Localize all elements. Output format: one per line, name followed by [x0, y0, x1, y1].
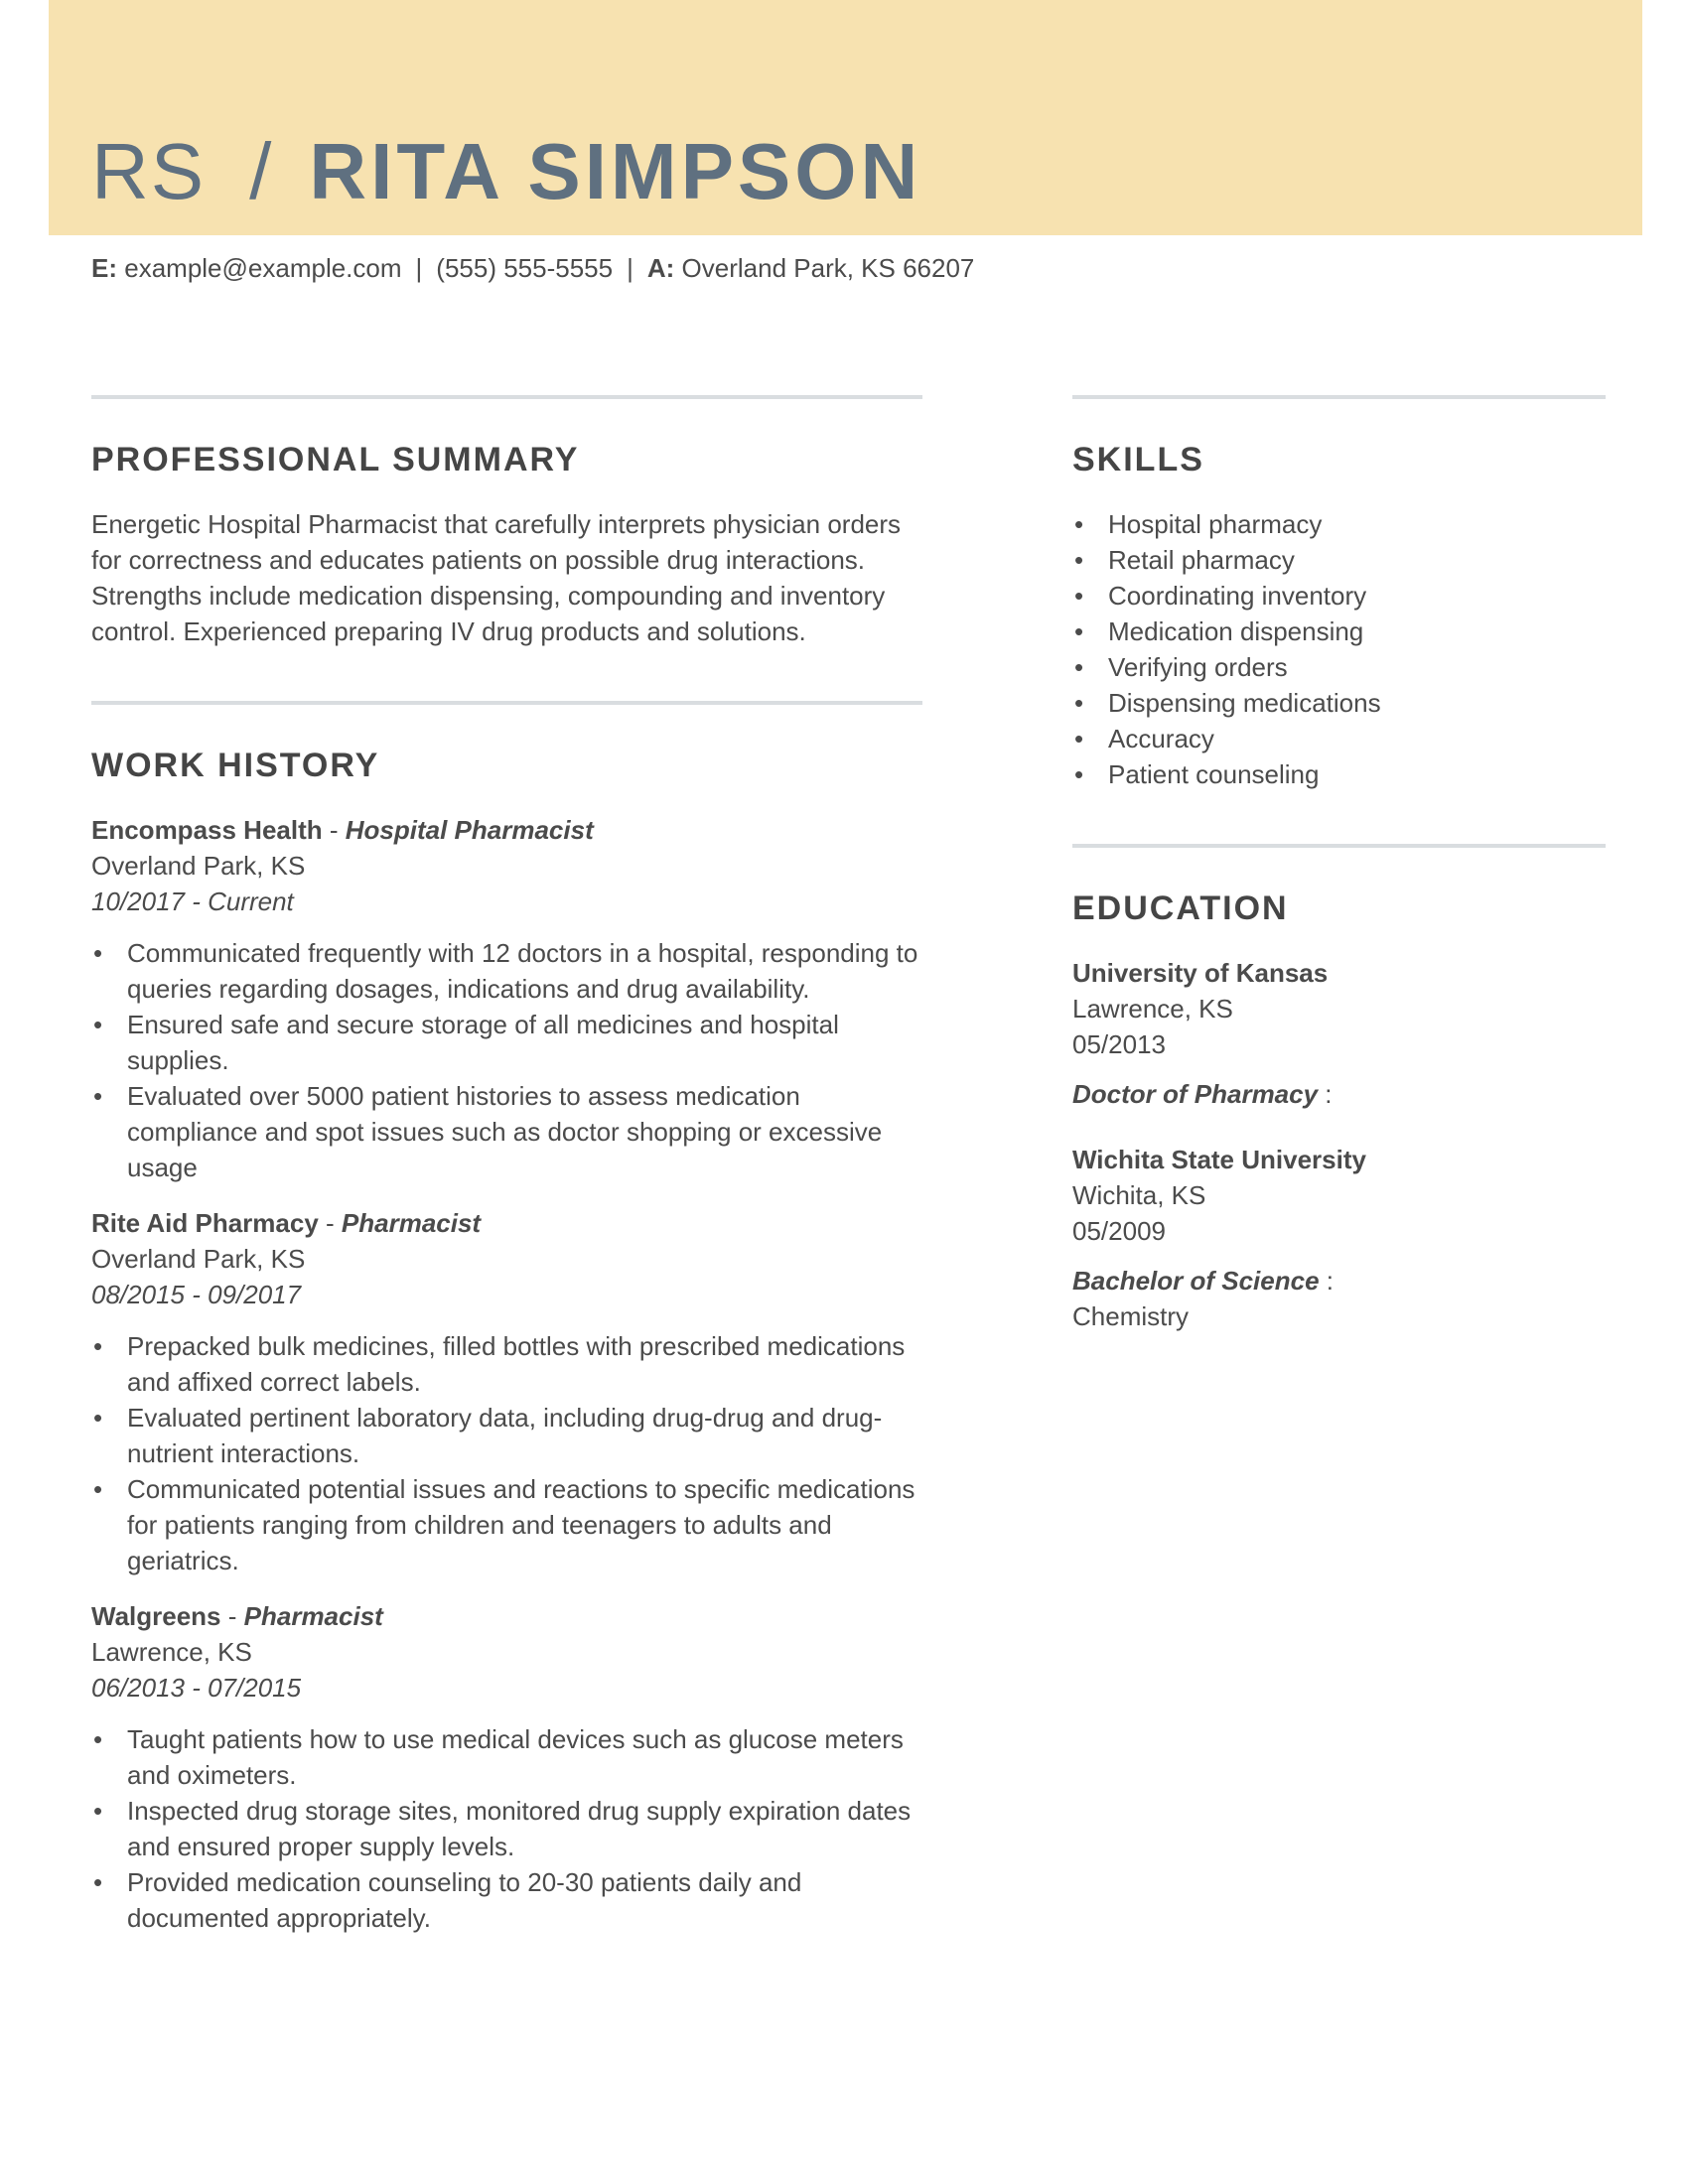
job-entry: [91, 1598, 922, 1936]
job-bullet: • Provided medication counseling to 20-30 patients daily and documented appropriately.: [91, 1864, 922, 1936]
job-location: Overland Park, KS: [91, 851, 306, 881]
company: Walgreens: [91, 1601, 221, 1631]
divider: [91, 701, 922, 705]
job-bullet: • Communicated frequently with 12 doctors in a hospital, responding to queries regarding dosages, indications and drug availability.: [91, 935, 922, 1007]
slash: /: [249, 127, 272, 215]
divider: [91, 395, 922, 399]
skill-item: • Retail pharmacy: [1072, 542, 1606, 578]
degree-line: [1072, 1076, 1606, 1112]
job-location: Overland Park, KS: [91, 1244, 306, 1274]
divider: [1072, 844, 1606, 848]
job-bullets: [91, 1721, 922, 1936]
school-location: Lawrence, KS: [1072, 994, 1233, 1024]
graduation-date: 05/2013: [1072, 1029, 1166, 1059]
dash: -: [318, 1208, 342, 1238]
contact-line: [91, 250, 974, 286]
separator: |: [415, 253, 423, 283]
work-section: [91, 701, 922, 1936]
skill-item: • Patient counseling: [1072, 756, 1606, 792]
job-entry: [91, 1205, 922, 1578]
skill-item: • Dispensing medications: [1072, 685, 1606, 721]
job-dates: 10/2017 - Current: [91, 887, 294, 916]
job-bullet: • Ensured safe and secure storage of all medicines and hospital supplies.: [91, 1007, 922, 1078]
field-of-study: Chemistry: [1072, 1301, 1190, 1331]
company: Encompass Health: [91, 815, 323, 845]
skill-item: • Coordinating inventory: [1072, 578, 1606, 614]
job-bullet: • Inspected drug storage sites, monitored drug supply expiration dates and ensured proper supply levels.: [91, 1793, 922, 1864]
address: Overland Park, KS 66207: [681, 253, 975, 283]
skill-item: • Hospital pharmacy: [1072, 506, 1606, 542]
school: University of Kansas: [1072, 958, 1329, 988]
summary-text: Energetic Hospital Pharmacist that carefully interprets physician orders for correctness and educates patients on possible drug interactions. Strengths include medication dispensing, compounding and inventory control. Experienced preparing IV drug products and solutions.: [91, 509, 902, 646]
summary-title: PROFESSIONAL SUMMARY: [91, 441, 580, 478]
colon: :: [1319, 1266, 1334, 1296]
job-dates: 06/2013 - 07/2015: [91, 1673, 302, 1703]
separator: |: [627, 253, 633, 283]
degree: Bachelor of Science: [1072, 1266, 1320, 1296]
skills-list: [1072, 506, 1606, 792]
school-location: Wichita, KS: [1072, 1180, 1206, 1210]
job-title-line: [91, 1598, 922, 1634]
degree-line: [1072, 1263, 1606, 1298]
skills-section: [1072, 395, 1606, 792]
work-title: WORK HISTORY: [91, 747, 380, 784]
skill-item: • Medication dispensing: [1072, 614, 1606, 649]
summary-section: [91, 395, 922, 649]
email-label: E:: [91, 253, 117, 283]
job-bullets: [91, 1328, 922, 1578]
graduation-date: 05/2009: [1072, 1216, 1166, 1246]
dash: -: [220, 1601, 244, 1631]
job-bullet: • Taught patients how to use medical devices such as glucose meters and oximeters.: [91, 1721, 922, 1793]
job-bullet: • Evaluated over 5000 patient histories to assess medication compliance and spot issues such as doctor shopping or excessive usage: [91, 1078, 922, 1185]
job-bullet: • Communicated potential issues and reactions to specific medications for patients ranging from children and teenagers to adults and geriatrics.: [91, 1471, 922, 1578]
full-name: RITA SIMPSON: [309, 127, 922, 215]
job-dates: 08/2015 - 09/2017: [91, 1280, 302, 1309]
role: Pharmacist: [243, 1601, 383, 1631]
job-location: Lawrence, KS: [91, 1637, 252, 1667]
left-column: [91, 395, 922, 1987]
job-bullet: • Prepacked bulk medicines, filled bottles with prescribed medications and affixed correct labels.: [91, 1328, 922, 1400]
dash: -: [322, 815, 346, 845]
colon: :: [1318, 1079, 1333, 1109]
job-bullets: [91, 935, 922, 1185]
initials: RS: [91, 127, 207, 215]
degree: Doctor of Pharmacy: [1072, 1079, 1319, 1109]
job-entry: [91, 812, 922, 1185]
skill-item: • Verifying orders: [1072, 649, 1606, 685]
name-heading: [91, 127, 921, 216]
education-section: [1072, 844, 1606, 1334]
phone: (555) 555-5555: [436, 253, 614, 283]
role: Pharmacist: [341, 1208, 482, 1238]
school: Wichita State University: [1072, 1145, 1366, 1174]
job-title-line: [91, 1205, 922, 1241]
job-title-line: [91, 812, 922, 848]
role: Hospital Pharmacist: [345, 815, 594, 845]
divider: [1072, 395, 1606, 399]
skill-item: • Accuracy: [1072, 721, 1606, 756]
email: example@example.com: [124, 253, 402, 283]
education-entry: [1072, 1142, 1606, 1334]
address-label: A:: [646, 253, 675, 283]
skills-title: SKILLS: [1072, 441, 1204, 478]
job-bullet: • Evaluated pertinent laboratory data, including drug-drug and drug-nutrient interactions.: [91, 1400, 922, 1471]
education-entry: [1072, 955, 1606, 1112]
company: Rite Aid Pharmacy: [91, 1208, 319, 1238]
education-title: EDUCATION: [1072, 889, 1289, 927]
right-column: [1072, 395, 1606, 1386]
